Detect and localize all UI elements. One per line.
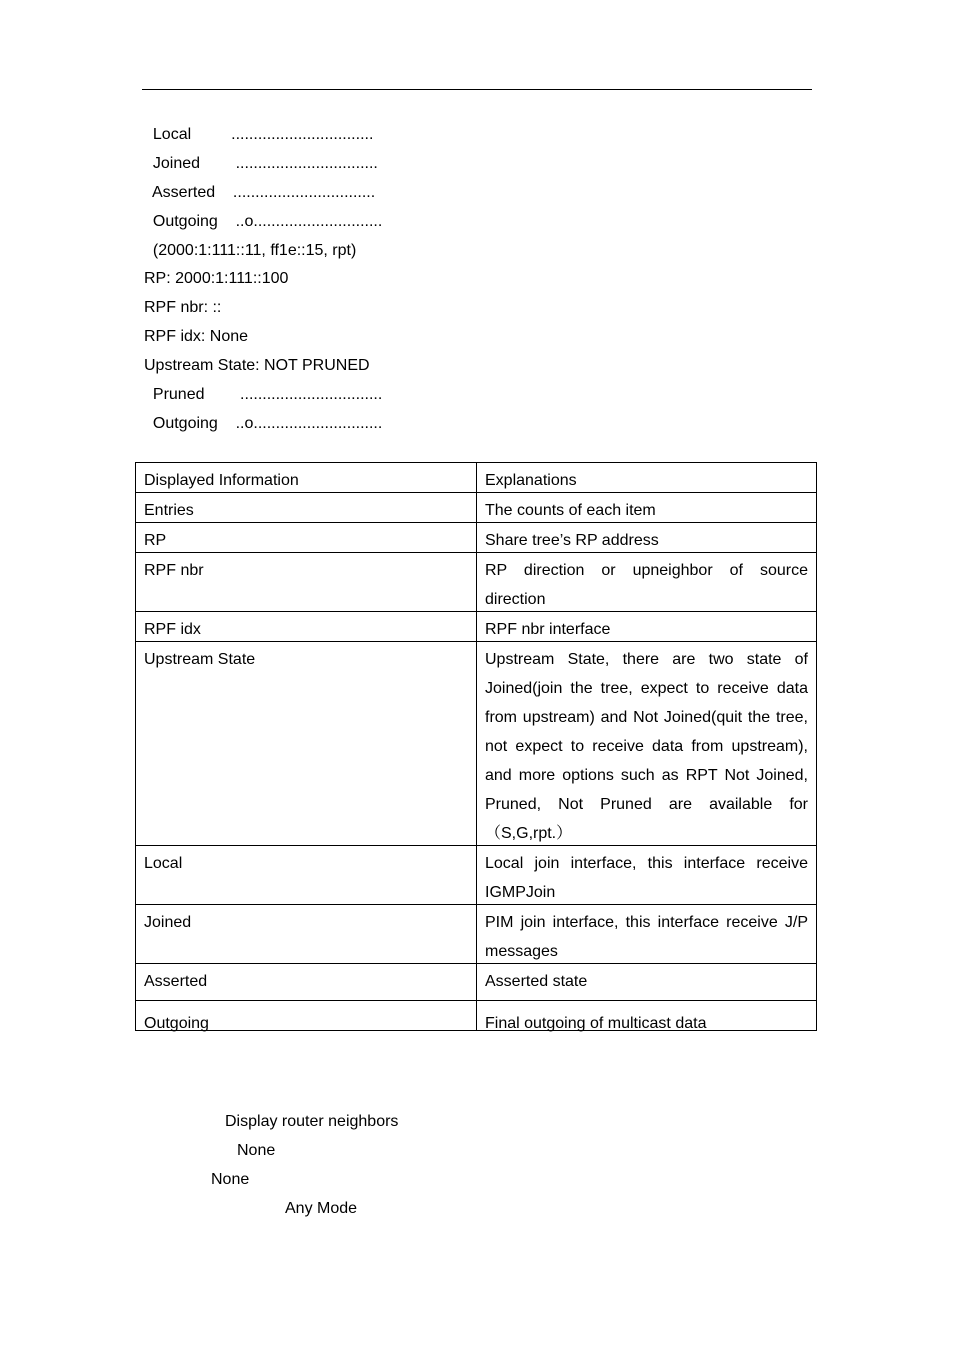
table-row [136,964,817,1001]
explanation-cell: Final outgoing of multicast data [477,1001,817,1031]
explanation-cell: Asserted state [477,964,817,1001]
header-cell: Explanations [477,463,817,493]
info-cell: Outgoing [136,1001,477,1031]
table-row [136,493,817,523]
output-line: Upstream State: NOT PRUNED [144,357,370,374]
info-cell: Entries [136,493,477,523]
output-line: Pruned ................................ [144,386,383,403]
parameter-text: None [237,1142,276,1159]
table-row [136,553,817,612]
info-cell: RP [136,523,477,553]
output-line: Asserted ................................ [144,184,376,201]
mode-text: Any Mode [285,1200,358,1217]
explanation-cell: PIM join interface, this interface receive J/P messages [477,905,817,964]
table-row [136,523,817,553]
info-cell: RPF nbr [136,553,477,612]
table-row [136,1001,817,1031]
explanation-cell: The counts of each item [477,493,817,523]
explanation-cell: Upstream State, there are two state of Joined(join the tree, expect to receive data from upstream) and Not Joined(quit the tree, not expect to receive data from upstream), and more options such as RPT Not Joined, Pruned, Not Pruned are available for（S,G,rpt.） [477,642,817,846]
output-line: RP: 2000:1:111::100 [144,270,289,287]
table-row [136,846,817,905]
explanation-cell: RP direction or upneighbor of source direction [477,553,817,612]
explanation-cell: Local join interface, this interface receive IGMPJoin [477,846,817,905]
output-line: RPF idx: None [144,328,249,345]
table-row [136,905,817,964]
info-table [135,462,817,1031]
info-cell: Joined [136,905,477,964]
explanation-cell: Share tree’s RP address [477,523,817,553]
table-row [136,642,817,846]
header-rule [142,89,812,90]
info-cell: RPF idx [136,612,477,642]
output-line: Joined ................................ [144,155,378,172]
info-cell: Asserted [136,964,477,1001]
info-cell: Upstream State [136,642,477,846]
function-text: Display router neighbors [225,1113,399,1130]
default-text: None [211,1171,250,1188]
header-cell: Displayed Information [136,463,477,493]
output-line: Outgoing ..o............................. [144,213,383,230]
table-header-row [136,463,817,493]
output-line: (2000:1:111::11, ff1e::15, rpt) [144,242,357,259]
output-line: RPF nbr: :: [144,299,222,316]
output-line: Local ................................ [144,126,374,143]
info-cell: Local [136,846,477,905]
output-line: Outgoing ..o............................. [144,415,383,432]
table-row [136,612,817,642]
explanation-cell: RPF nbr interface [477,612,817,642]
